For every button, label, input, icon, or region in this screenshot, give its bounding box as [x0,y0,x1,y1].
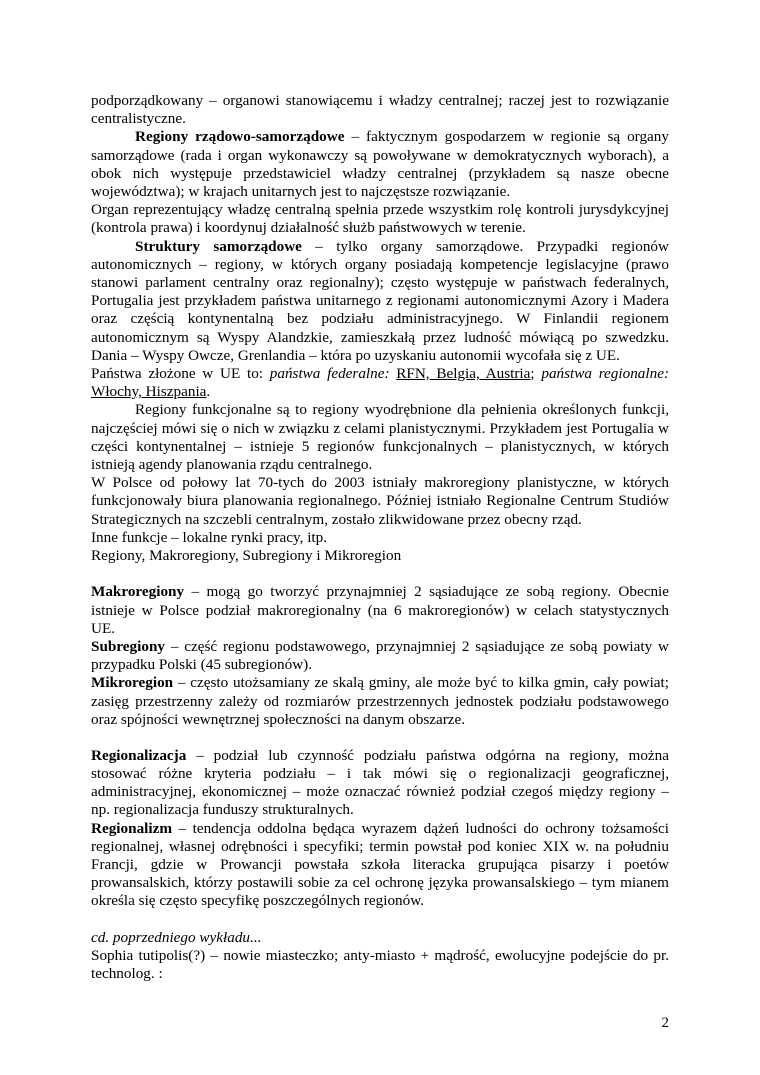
underlined-run: RFN, Belgia, Austria [396,364,531,382]
text-line [91,365,669,383]
paragraph-regiony-rzadowo-samorzadowe [91,128,669,237]
paragraph-makroregiony [91,583,669,729]
text-line: funkcjonowały biura planowania regionalnego. Później istniało Regionalne Centrum Studiów [91,492,669,510]
italic-run: państwa regionalne: [541,364,669,382]
text-line: istnieje w Polsce podział makroregionalny (na 6 makroregionów) w celach statystycznych [91,601,669,619]
text-line [91,638,669,656]
text-line: obok nich występuje przedstawiciel władzy centralnej (przykładem są nasze obecne [91,164,669,182]
paragraph-regiony-funkcjonalne [91,401,669,547]
text-run: Państwa złożone w UE to: [91,364,270,382]
text-line: określa się często specyfikę poszczególnych regionów. [91,892,425,910]
text-line: Francji, gdzie w Prowancji powstała szkoła literacka grupująca pisarzy i poetów [91,855,669,873]
text-run: – faktycznym gospodarzem w regionie są organy [344,128,669,146]
text-line: stanowi parlament centralny oraz regionalny); często występuje w państwach federalnych, [91,273,669,291]
text-line: Sophia tutipolis(?) – nowie miasteczko; anty-miasto + mądrość, ewolucyjne podejście do pr. [91,946,669,964]
text-line: Dania – Wyspy Owcze, Grenlandia – która po uzyskaniu autonomii wycofała się z UE. [91,346,620,364]
text-line: części kontynentalnej – istnieje 5 regionów funkcjonalnych – planistycznych, w których [91,437,669,455]
text-run: – mogą go tworzyć przynajmniej 2 sąsiadujące ze sobą regiony. Obecnie [184,583,669,601]
text-line: Regiony funkcjonalne są to regiony wyodrębnione dla pełnienia określonych funkcji, [135,401,669,419]
text-line [91,674,669,692]
paragraph-cd [91,929,669,984]
text-line: przypadku Polski (45 subregionów). [91,656,313,674]
text-line: podporządkowany – organowi stanowiącemu i władzy centralnej; raczej jest to rozwiązanie [91,92,669,109]
term-struktury-samorzadowe: Struktury samorządowe [135,237,302,255]
text-line: autonomicznych – regiony, w których organy posiadają kompetencje legislacyjne (prawo [91,255,669,273]
text-line: regionalnej, własnej odrębności i specyfiki; termin powstał pod koniec XIX w. na południu [91,837,669,855]
term-makroregiony: Makroregiony [91,583,185,601]
italic-run: państwa federalne: [269,364,390,382]
text-line: UE. [91,619,116,637]
text-line: Portugalia jest przykładem państwa unitarnego z regionami autonomicznymi Azory i Madera [91,292,669,310]
text-line [91,747,669,765]
term-subregiony: Subregiony [91,637,165,655]
paragraph-struktury-samorzadowe [91,238,669,402]
text-line: stosować różne kryteria podziału – i tak mówi się o regionalizacji geograficznej, [91,764,669,782]
paragraph-regionalizacja [91,747,669,911]
text-line: Strategicznych na szczebli centralnym, zostało zlikwidowane przez obecny rząd. [91,510,582,528]
text-line: oraz spójności wewnętrznej społeczności na danym obszarze. [91,710,466,728]
text-line: technolog. : [91,965,163,983]
text-line: samorządowe (rada i organ wykonawczy są powoływane w demokratycznych wyborach), a [91,146,669,164]
text-run: – podział lub czynność podziału państwa odgórna na regiony, można [186,746,669,764]
term-regiony-rzadowo-samorzadowe: Regiony rządowo-samorządowe [135,128,345,146]
underlined-run: Włochy, Hiszpania [91,383,207,401]
text-run: – tendencja oddolna będąca wyrazem dążeń ludności do ochrony tożsamości [172,819,669,837]
text-line [91,383,669,401]
text-line: województwa); w krajach unitarnych jest to najczęstsze rozwiązanie. [91,182,511,200]
text-line: (kontrola prawa) i koordynuj działalność służb państwowych w terenie. [91,219,526,237]
heading-text: Regiony, Makroregiony, Subregiony i Mikroregion [91,547,402,564]
text-line [91,583,669,601]
text-run: – tylko organy samorządowe. Przypadki regionów [301,237,669,255]
text-line: administracyjnej, ekonomicznej – może oznaczać również podział czegoś między regiony – [91,783,669,801]
text-line [91,128,669,146]
text-line: Organ reprezentujący władzę centralną spełnia przede wszystkim rolę kontroli jurysdykcyjnej [91,201,669,219]
text-line: autonomicznym są Wyspy Alandzkie, zamieszkałą przez ludność mówiącą po szwedzku. [91,328,669,346]
text-run: – część regionu podstawowego, przynajmniej 2 sąsiadujące ze sobą powiaty w [165,637,669,655]
text-line: prowansalskich, którzy postawili sobie za cel ochronę języka prowansalskiego – tym mianem [91,874,669,892]
text-line: centralistyczne. [91,110,186,128]
text-line: oraz częścią kontynentalną bez podziału administracyjnego. W Finlandii regionem [91,310,669,328]
text-line: zasięg przestrzenny zależy od rozmiarów przestrzennych jednostek podziału podstawowego [91,692,669,710]
section-heading [91,547,669,565]
text-line [91,820,669,838]
text-line: Inne funkcje – lokalne rynki pracy, itp. [91,528,328,546]
text-line: najczęściej mówi się o nich w związku z celami planistycznymi. Przykładem jest Portugalia w [91,419,669,437]
text-run: . [206,383,211,401]
text-line [91,238,669,256]
paragraph-intro [91,92,669,128]
text-line: W Polsce od połowy lat 70-tych do 2003 istniały makroregiony planistyczne, w których [91,474,669,492]
text-run: ; [530,364,542,382]
text-line: istnieją agendy planowania rządu centralnego. [91,455,373,473]
term-regionalizm: Regionalizm [91,819,172,837]
text-line: np. regionalizacja funduszy strukturalnych. [91,801,354,819]
text-run: – często utożsamiany ze skalą gminy, ale może być to kilka gmin, cały powiat; [173,674,669,692]
term-mikroregion: Mikroregion [91,674,174,692]
term-regionalizacja: Regionalizacja [91,746,187,764]
page-number: 2 [661,1014,669,1031]
text-line: cd. poprzedniego wykładu... [91,928,262,946]
